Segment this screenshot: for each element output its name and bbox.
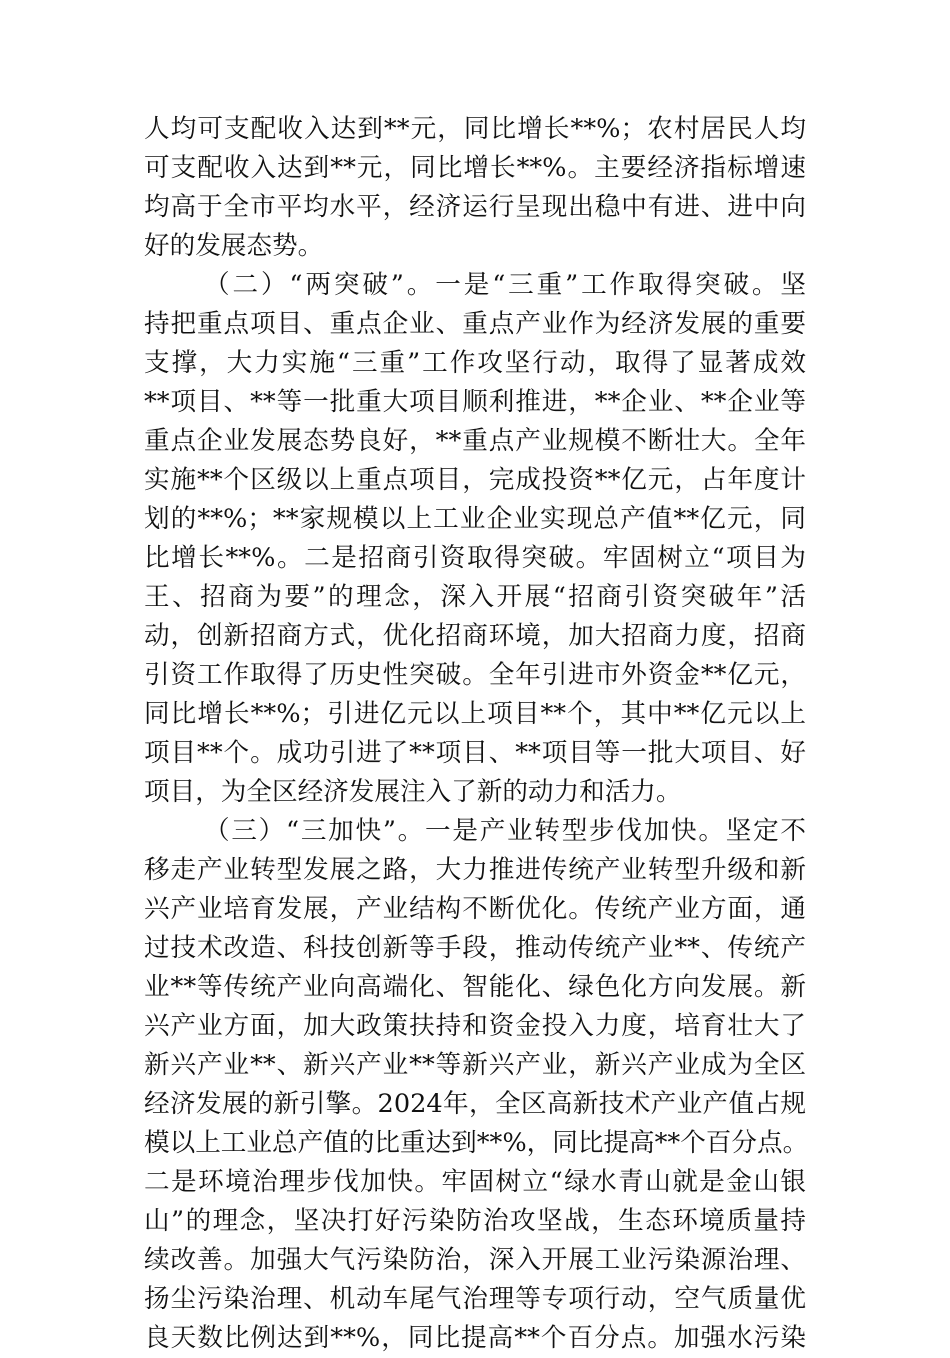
text-line: 均高于全市平均水平，经济运行呈现出稳中有进、进中向 [144, 192, 806, 222]
text-line: 人均可支配收入达到**元，同比增长**%；农村居民人均 [144, 114, 806, 144]
text-line: 项目**个。成功引进了**项目、**项目等一批大项目、好 [144, 738, 806, 768]
text-line: 续改善。加强大气污染防治，深入开展工业污染源治理、 [144, 1245, 806, 1275]
text-line: 扬尘污染治理、机动车尾气治理等专项行动，空气质量优 [144, 1284, 806, 1314]
text-line: 划的**%；**家规模以上工业企业实现总产值**亿元，同 [144, 504, 806, 534]
text-line: 动，创新招商方式，优化招商环境，加大招商力度，招商 [144, 621, 806, 651]
text-line: **项目、**等一批重大项目顺利推进，**企业、**企业等 [144, 387, 806, 417]
text-line: 比增长**%。二是招商引资取得突破。牢固树立“项目为 [144, 543, 806, 573]
document-body [144, 110, 809, 1358]
text-line: 山”的理念，坚决打好污染防治攻坚战，生态环境质量持 [144, 1206, 806, 1236]
text-line: 可支配收入达到**元，同比增长**%。主要经济指标增速 [144, 153, 806, 183]
text-line: 王、招商为要”的理念，深入开展“招商引资突破年”活 [144, 582, 806, 612]
text-line: 新兴产业**、新兴产业**等新兴产业，新兴产业成为全区 [144, 1050, 806, 1080]
text-line: 业**等传统产业向高端化、智能化、绿色化方向发展。新 [144, 972, 806, 1002]
text-line: 兴产业方面，加大政策扶持和资金投入力度，培育壮大了 [144, 1011, 806, 1041]
text-line: 良天数比例达到**%，同比提高**个百分点。加强水污染 [144, 1323, 806, 1353]
text-line: 移走产业转型发展之路，大力推进传统产业转型升级和新 [144, 855, 806, 885]
text-line: 实施**个区级以上重点项目，完成投资**亿元，占年度计 [144, 465, 806, 495]
text-line: 同比增长**%；引进亿元以上项目**个，其中**亿元以上 [144, 699, 806, 729]
section-heading-line: （二）“两突破”。一是“三重”工作取得突破。坚 [204, 270, 806, 300]
text-line: 持把重点项目、重点企业、重点产业作为经济发展的重要 [144, 309, 806, 339]
text-line: 支撑，大力实施“三重”工作攻坚行动，取得了显著成效 [144, 348, 806, 378]
text-line: 经济发展的新引擎。2024年，全区高新技术产业产值占规 [144, 1089, 806, 1119]
text-line: 模以上工业总产值的比重达到**%，同比提高**个百分点。 [144, 1128, 809, 1158]
text-line: 过技术改造、科技创新等手段，推动传统产业**、传统产 [144, 933, 806, 963]
text-line: 好的发展态势。 [144, 231, 324, 261]
text-line: 二是环境治理步伐加快。牢固树立“绿水青山就是金山银 [144, 1167, 806, 1197]
text-line: 引资工作取得了历史性突破。全年引进市外资金**亿元， [144, 660, 806, 690]
text-line: 兴产业培育发展，产业结构不断优化。传统产业方面，通 [144, 894, 806, 924]
section-heading-line: （三）“三加快”。一是产业转型步伐加快。坚定不 [204, 816, 806, 846]
text-line: 重点企业发展态势良好，**重点产业规模不断壮大。全年 [144, 426, 806, 456]
text-line: 项目，为全区经济发展注入了新的动力和活力。 [144, 777, 682, 807]
